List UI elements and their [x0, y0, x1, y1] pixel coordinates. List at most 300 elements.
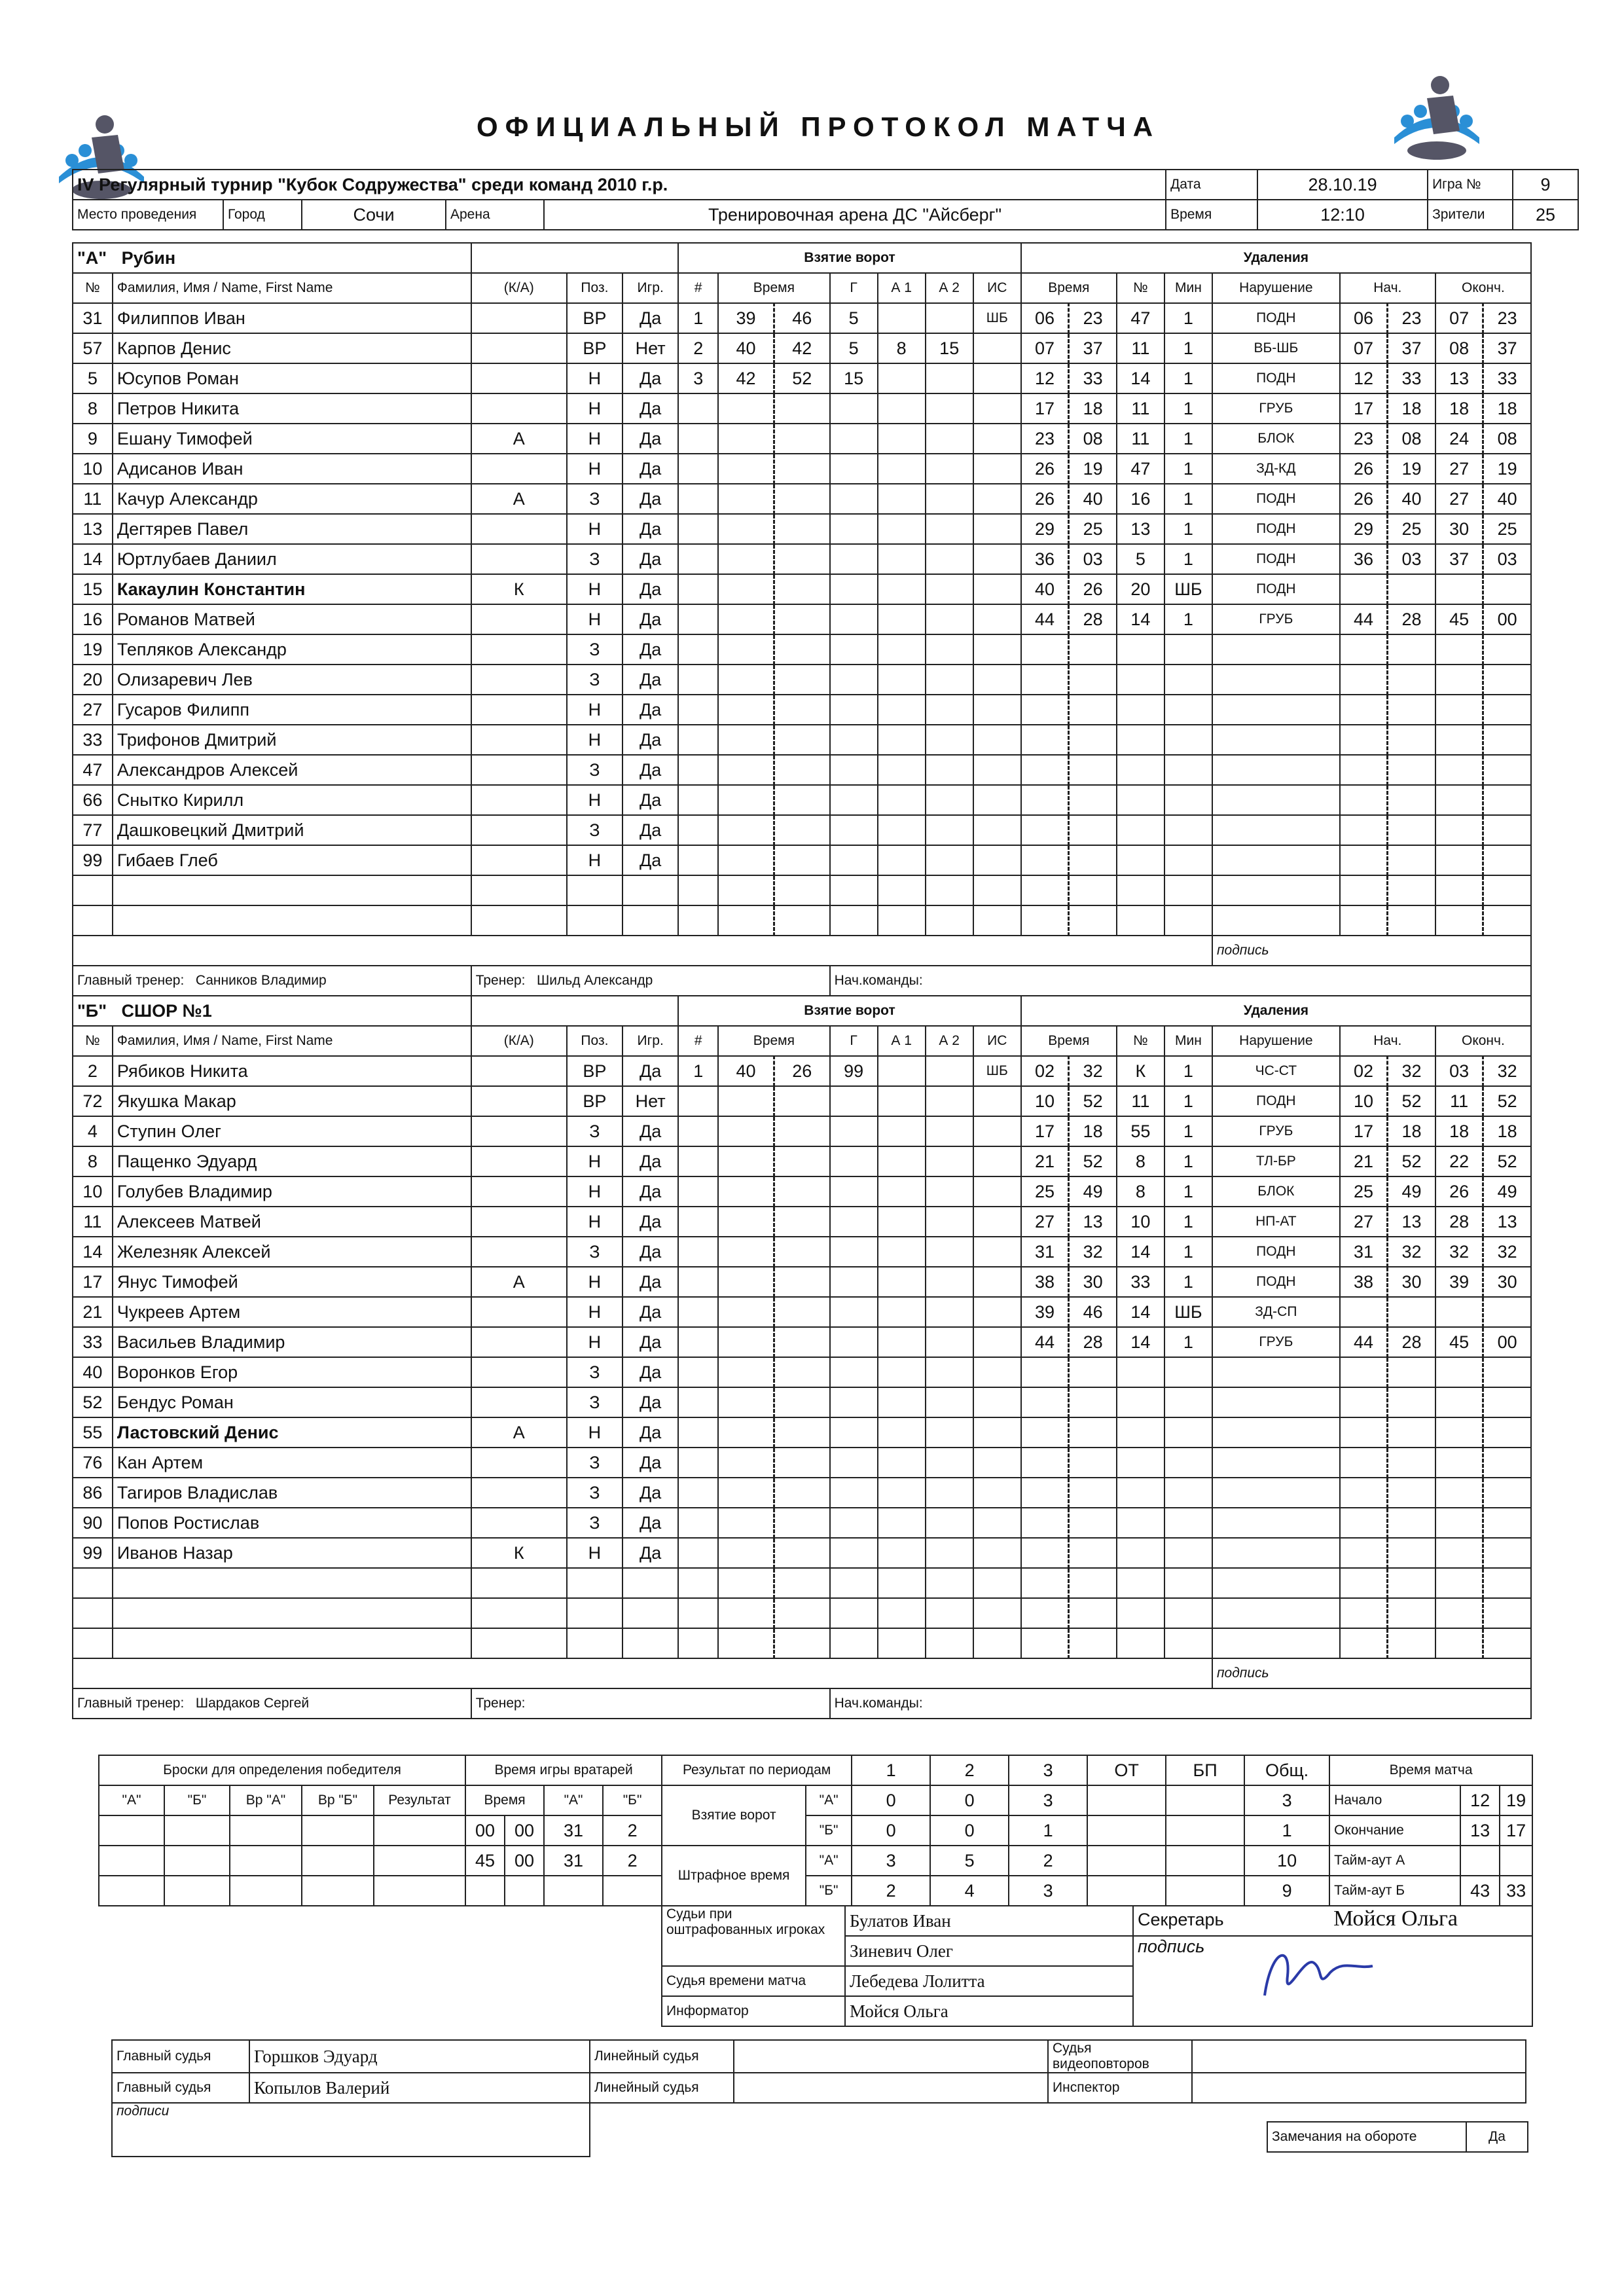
match-time: 12:10 [1257, 200, 1428, 230]
table-cell [973, 363, 1021, 393]
table-cell: 45 [1435, 604, 1483, 634]
table-cell [471, 1357, 567, 1387]
player-row [73, 1387, 1531, 1417]
table-cell: 47 [1117, 303, 1164, 333]
table-cell [1340, 1297, 1388, 1327]
table-cell: 02 [1340, 1056, 1388, 1086]
table-cell: ВБ-ШБ [1212, 333, 1340, 363]
player-row [73, 454, 1531, 484]
table-cell: Да [623, 1237, 678, 1267]
table-cell [471, 393, 567, 424]
table-cell [471, 1086, 567, 1116]
table-cell: ВР [567, 1056, 623, 1086]
table-cell: 1 [1164, 424, 1212, 454]
table-cell: З [567, 484, 623, 514]
table-cell: Да [623, 1508, 678, 1538]
player-row [73, 1538, 1531, 1568]
table-cell: 26 [1069, 574, 1117, 604]
player-row [73, 1508, 1531, 1538]
table-cell: 1 [678, 303, 718, 333]
table-cell: Н [567, 1207, 623, 1237]
table-cell: 42 [774, 333, 829, 363]
table-cell: Да [623, 303, 678, 333]
timekeeper: Лебедева Лолитта [845, 1966, 1133, 1996]
table-cell: Олизаревич Лев [113, 665, 471, 695]
table-cell: 27 [73, 695, 113, 725]
table-cell: Н [567, 1146, 623, 1176]
table-cell: 11 [73, 1207, 113, 1237]
table-cell: 77 [73, 815, 113, 845]
table-cell: ЧС-СТ [1212, 1056, 1340, 1086]
table-cell: 21 [1021, 1146, 1069, 1176]
table-cell [471, 1146, 567, 1176]
secretary-signature [1252, 1937, 1376, 2009]
player-row [73, 1448, 1531, 1478]
table-cell: Да [623, 785, 678, 815]
table-cell: Да [623, 544, 678, 574]
table-cell: Да [623, 1327, 678, 1357]
table-cell [926, 1056, 973, 1086]
table-cell: Мин [1164, 273, 1212, 303]
table-cell: 13 [1435, 363, 1483, 393]
table-cell: Оконч. [1435, 1026, 1531, 1056]
table-cell: 1 [1164, 303, 1212, 333]
table-cell: Нет [623, 1086, 678, 1116]
table-cell: Да [623, 484, 678, 514]
table-cell: Ешану Тимофей [113, 424, 471, 454]
table-cell: 32 [1483, 1237, 1531, 1267]
table-cell: 25 [1388, 514, 1435, 544]
table-cell [471, 1508, 567, 1538]
table-cell: 26 [774, 1056, 829, 1086]
table-cell: 30 [1483, 1267, 1531, 1297]
table-cell: Какаулин Константин [113, 574, 471, 604]
table-cell: ГРУБ [1212, 393, 1340, 424]
table-cell: 26 [1021, 484, 1069, 514]
table-cell: Да [623, 424, 678, 454]
table-cell: 47 [73, 755, 113, 785]
table-cell: Н [567, 1267, 623, 1297]
table-cell: Н [567, 725, 623, 755]
table-cell: Да [623, 1207, 678, 1237]
table-cell [878, 303, 926, 333]
table-cell: Н [567, 845, 623, 875]
table-cell: ПОДН [1212, 484, 1340, 514]
table-cell: 1 [1164, 544, 1212, 574]
table-cell: 24 [1435, 424, 1483, 454]
pim-label: Штрафное время [662, 1846, 806, 1906]
notes-table: Замечания на обороте Да [1267, 2121, 1528, 2153]
table-cell: 06 [1021, 303, 1069, 333]
table-cell: Да [623, 1297, 678, 1327]
table-cell: Пащенко Эдуард [113, 1146, 471, 1176]
table-cell: 52 [1388, 1086, 1435, 1116]
table-cell: Да [623, 514, 678, 544]
player-row [73, 1267, 1531, 1297]
table-cell: 57 [73, 333, 113, 363]
table-cell [471, 1448, 567, 1478]
table-cell: А [471, 1267, 567, 1297]
table-cell: Железняк Алексей [113, 1237, 471, 1267]
table-cell: 2 [678, 333, 718, 363]
table-cell: 52 [774, 363, 829, 393]
table-cell: 14 [73, 544, 113, 574]
table-cell: Рябиков Никита [113, 1056, 471, 1086]
table-cell: # [678, 273, 718, 303]
table-cell: 27 [1435, 454, 1483, 484]
table-cell: 30 [1435, 514, 1483, 544]
table-cell: 8 [1117, 1146, 1164, 1176]
table-cell: 31 [1021, 1237, 1069, 1267]
table-cell: Н [567, 1297, 623, 1327]
table-cell: ГРУБ [1212, 604, 1340, 634]
table-cell [471, 1387, 567, 1417]
table-cell: Да [623, 1478, 678, 1508]
table-cell: 03 [1435, 1056, 1483, 1086]
table-cell: Да [623, 1116, 678, 1146]
table-cell: 29 [1021, 514, 1069, 544]
table-cell: 27 [1435, 484, 1483, 514]
total-goals-a: 3 [1244, 1785, 1329, 1815]
player-row [73, 665, 1531, 695]
table-cell: Иванов Назар [113, 1538, 471, 1568]
table-cell: № [1117, 273, 1164, 303]
table-cell: 02 [1021, 1056, 1069, 1086]
table-cell: Н [567, 574, 623, 604]
table-cell: З [567, 815, 623, 845]
table-cell: Да [623, 363, 678, 393]
table-cell: 26 [1021, 454, 1069, 484]
table-cell: 40 [1388, 484, 1435, 514]
table-cell: 9 [73, 424, 113, 454]
table-cell: 1 [1164, 604, 1212, 634]
table-cell: А 1 [878, 273, 926, 303]
table-cell [471, 695, 567, 725]
table-cell: Да [623, 454, 678, 484]
table-cell [471, 815, 567, 845]
player-row [73, 1237, 1531, 1267]
table-cell: ВР [567, 1086, 623, 1116]
table-cell: Игр. [623, 273, 678, 303]
table-cell: 13 [1388, 1207, 1435, 1237]
table-cell: 1 [1164, 1207, 1212, 1237]
table-cell [1388, 1297, 1435, 1327]
table-cell: 25 [1069, 514, 1117, 544]
table-cell [471, 634, 567, 665]
table-cell: 38 [1021, 1267, 1069, 1297]
table-cell: 28 [1435, 1207, 1483, 1237]
table-cell [471, 725, 567, 755]
player-row [73, 393, 1531, 424]
head-coach: Шардаков Сергей [195, 1696, 310, 1711]
table-cell: 46 [1069, 1297, 1117, 1327]
table-cell: 99 [830, 1056, 878, 1086]
table-cell: А 2 [926, 273, 973, 303]
table-cell: 17 [1340, 393, 1388, 424]
table-cell: 14 [1117, 604, 1164, 634]
table-cell: ПОДН [1212, 1086, 1340, 1116]
player-row [73, 1116, 1531, 1146]
table-cell [471, 1207, 567, 1237]
player-row [73, 1176, 1531, 1207]
table-cell: 3 [678, 363, 718, 393]
table-cell: 1 [1164, 1086, 1212, 1116]
table-cell: Да [623, 393, 678, 424]
table-cell: Фамилия, Имя / Name, First Name [113, 1026, 471, 1056]
table-cell: 37 [1483, 333, 1531, 363]
officials-table: Судьи при оштрафованных игроках Булатов Иван Секретарь Мойся Ольга Зиневич Олег подпись Судья времени матча Лебедева Лолитта Информатор Мойся Ольга [661, 1905, 1533, 2027]
table-cell: Алексеев Матвей [113, 1207, 471, 1237]
table-cell: 40 [718, 1056, 774, 1086]
table-cell: Да [623, 665, 678, 695]
informer: Мойся Ольга [845, 1996, 1133, 2026]
table-cell: Нач. [1340, 1026, 1435, 1056]
table-cell: Да [623, 604, 678, 634]
table-cell: Н [567, 514, 623, 544]
table-cell: 19 [1388, 454, 1435, 484]
table-cell: # [678, 1026, 718, 1056]
table-cell: 14 [1117, 1237, 1164, 1267]
table-cell: 10 [1117, 1207, 1164, 1237]
table-cell: Да [623, 815, 678, 845]
goals-label: Взятие ворот [662, 1785, 806, 1846]
player-row [73, 725, 1531, 755]
table-cell: Да [623, 1357, 678, 1387]
table-cell [471, 1176, 567, 1207]
table-cell: 44 [1021, 1327, 1069, 1357]
penalty-judge-2: Зиневич Олег [845, 1936, 1133, 1966]
table-cell: 23 [1069, 303, 1117, 333]
summary-table: Броски для определения победителя Время игры вратарей Результат по периодам 1 2 3 ОТ БП Общ. Время матча "А" "Б" Вр "А" Вр "Б" Результат Время "А" "Б" Взятие ворот "А" 0 0 3 3 Начало 12 19 00 00 31 2 "Б" 0 0 1 1 Окончание 13 17 45 00 31 2 Штрафное время "А" 3 5 2 10 Тайм-аут А "Б" 2 4 3 9 Тайм-аут Б 43 33 [98, 1755, 1533, 1906]
table-cell: Тагиров Владислав [113, 1478, 471, 1508]
table-cell: 40 [1021, 574, 1069, 604]
table-cell: 03 [1483, 544, 1531, 574]
table-cell [471, 1056, 567, 1086]
team-title [73, 243, 471, 273]
table-cell: 33 [1117, 1267, 1164, 1297]
total-pim-b: 9 [1244, 1876, 1329, 1906]
table-cell: Мин [1164, 1026, 1212, 1056]
table-cell: Голубев Владимир [113, 1176, 471, 1207]
table-cell: 08 [1435, 333, 1483, 363]
table-cell: 32 [1388, 1056, 1435, 1086]
team-b-block [72, 995, 1532, 1719]
table-cell [471, 363, 567, 393]
table-cell: Нач. [1340, 273, 1435, 303]
table-cell: 00 [1483, 604, 1531, 634]
player-row [73, 1146, 1531, 1176]
table-cell: ЗД-СП [1212, 1297, 1340, 1327]
player-row [73, 1086, 1531, 1116]
table-cell: 18 [1069, 393, 1117, 424]
table-cell: 20 [73, 665, 113, 695]
player-row [73, 484, 1531, 514]
table-cell: Оконч. [1435, 273, 1531, 303]
table-cell: Н [567, 785, 623, 815]
table-cell: 18 [1388, 393, 1435, 424]
table-cell: З [567, 1448, 623, 1478]
table-cell: 14 [1117, 1327, 1164, 1357]
table-cell: ВР [567, 333, 623, 363]
table-cell: 17 [1021, 393, 1069, 424]
table-cell: 49 [1483, 1176, 1531, 1207]
table-cell: ГРУБ [1212, 1327, 1340, 1357]
match-date: 28.10.19 [1257, 170, 1428, 200]
table-cell: БЛОК [1212, 424, 1340, 454]
table-cell [471, 755, 567, 785]
table-cell: 49 [1069, 1176, 1117, 1207]
table-cell: 52 [73, 1387, 113, 1417]
table-cell: 45 [1435, 1327, 1483, 1357]
arena: Тренировочная арена ДС "Айсберг" [544, 200, 1166, 230]
table-cell: Н [567, 1538, 623, 1568]
table-cell: Да [623, 1146, 678, 1176]
table-cell: 40 [1069, 484, 1117, 514]
table-cell: 10 [73, 1176, 113, 1207]
table-cell: З [567, 634, 623, 665]
table-cell: Янус Тимофей [113, 1267, 471, 1297]
table-cell: Да [623, 634, 678, 665]
table-cell: 1 [678, 1056, 718, 1086]
table-cell: 13 [1069, 1207, 1117, 1237]
table-cell: 23 [1021, 424, 1069, 454]
table-cell: 49 [1388, 1176, 1435, 1207]
table-cell: 13 [73, 514, 113, 544]
table-cell: Нач.команды: [830, 1688, 1531, 1719]
secretary-name: Мойся Ольга [1333, 1906, 1458, 1931]
table-cell: 31 [73, 303, 113, 333]
table-cell: 18 [1483, 1116, 1531, 1146]
table-cell: 1 [1164, 1116, 1212, 1146]
table-cell: 27 [1021, 1207, 1069, 1237]
table-cell [471, 1116, 567, 1146]
table-cell: (К/А) [471, 1026, 567, 1056]
table-cell: Воронков Егор [113, 1357, 471, 1387]
table-cell: 28 [1069, 1327, 1117, 1357]
table-cell: 36 [1340, 544, 1388, 574]
table-cell: 52 [1483, 1146, 1531, 1176]
table-cell: 4 [73, 1116, 113, 1146]
table-cell: З [567, 1478, 623, 1508]
table-cell: Качур Александр [113, 484, 471, 514]
table-cell: 13 [1117, 514, 1164, 544]
table-cell: 55 [73, 1417, 113, 1448]
table-cell: ЗД-КД [1212, 454, 1340, 484]
table-cell: 44 [1340, 1327, 1388, 1357]
table-cell: Александров Алексей [113, 755, 471, 785]
table-cell: 2 [73, 1056, 113, 1086]
table-cell: 52 [1069, 1146, 1117, 1176]
table-cell [878, 363, 926, 393]
table-cell: 14 [73, 1237, 113, 1267]
table-cell: Тренер: [475, 1696, 526, 1711]
table-cell: 5 [830, 303, 878, 333]
table-cell: 28 [1069, 604, 1117, 634]
table-cell: Г [830, 1026, 878, 1056]
table-cell: 40 [1483, 484, 1531, 514]
player-row [73, 1297, 1531, 1327]
table-cell: Да [623, 1448, 678, 1478]
table-cell: 37 [1069, 333, 1117, 363]
player-row [73, 1628, 1531, 1658]
table-cell: ШБ [1164, 574, 1212, 604]
table-cell: Гибаев Глеб [113, 845, 471, 875]
table-cell: 1 [1164, 333, 1212, 363]
city: Сочи [302, 200, 446, 230]
table-cell: Н [567, 1176, 623, 1207]
table-cell: 19 [1069, 454, 1117, 484]
table-cell: "А" [77, 247, 107, 268]
table-cell: Поз. [567, 273, 623, 303]
table-cell: 33 [73, 725, 113, 755]
page-title: ОФИЦИАЛЬНЫЙ ПРОТОКОЛ МАТЧА [476, 111, 1161, 142]
table-cell: 26 [1340, 454, 1388, 484]
table-cell: ПОДН [1212, 544, 1340, 574]
table-cell: 32 [1069, 1237, 1117, 1267]
table-cell: Бендус Роман [113, 1387, 471, 1417]
table-cell: 1 [1164, 1267, 1212, 1297]
player-row [73, 574, 1531, 604]
table-cell: Адисанов Иван [113, 454, 471, 484]
table-cell: ТЛ-БР [1212, 1146, 1340, 1176]
table-cell: Васильев Владимир [113, 1327, 471, 1357]
table-cell: 11 [1435, 1086, 1483, 1116]
table-cell: 42 [718, 363, 774, 393]
table-cell: 25 [1340, 1176, 1388, 1207]
table-cell: Дашковецкий Дмитрий [113, 815, 471, 845]
table-cell: Дегтярев Павел [113, 514, 471, 544]
table-cell: 52 [1483, 1086, 1531, 1116]
table-cell [1483, 574, 1531, 604]
player-row [73, 755, 1531, 785]
table-cell: Тепляков Александр [113, 634, 471, 665]
table-cell: 10 [1021, 1086, 1069, 1116]
table-cell: А [471, 424, 567, 454]
table-cell: Время [1021, 1026, 1117, 1056]
table-cell [471, 1237, 567, 1267]
table-cell: Карпов Денис [113, 333, 471, 363]
table-cell [1388, 574, 1435, 604]
player-row [73, 1598, 1531, 1628]
table-cell: 1 [1164, 514, 1212, 544]
player-row [73, 815, 1531, 845]
table-cell: 25 [1483, 514, 1531, 544]
table-cell: Да [623, 1417, 678, 1448]
table-cell: ИС [973, 1026, 1021, 1056]
table-cell: 19 [1483, 454, 1531, 484]
table-cell: 1 [1164, 1327, 1212, 1357]
table-cell: 8 [1117, 1176, 1164, 1207]
table-cell: 72 [73, 1086, 113, 1116]
table-cell: 44 [1340, 604, 1388, 634]
match-header: IV Регулярный турнир "Кубок Содружества" среди команд 2010 г.р. Дата 28.10.19 Игра № 9 Место проведения Город Сочи Арена Тренировочная арена ДС "Айсберг" Время 12:10 Зрители 25 [72, 169, 1579, 230]
table-cell: 12 [1340, 363, 1388, 393]
table-cell: 30 [1388, 1267, 1435, 1297]
table-cell: 32 [1388, 1237, 1435, 1267]
table-cell: 18 [1069, 1116, 1117, 1146]
table-cell: № [1117, 1026, 1164, 1056]
table-cell: 11 [1117, 333, 1164, 363]
table-cell: 90 [73, 1508, 113, 1538]
table-cell: Нет [623, 333, 678, 363]
table-cell: А [471, 1417, 567, 1448]
table-cell: З [567, 1357, 623, 1387]
table-cell [471, 333, 567, 363]
table-cell: 13 [1483, 1207, 1531, 1237]
player-row [73, 1478, 1531, 1508]
table-cell: Чукреев Артем [113, 1297, 471, 1327]
table-cell: ПОДН [1212, 1267, 1340, 1297]
